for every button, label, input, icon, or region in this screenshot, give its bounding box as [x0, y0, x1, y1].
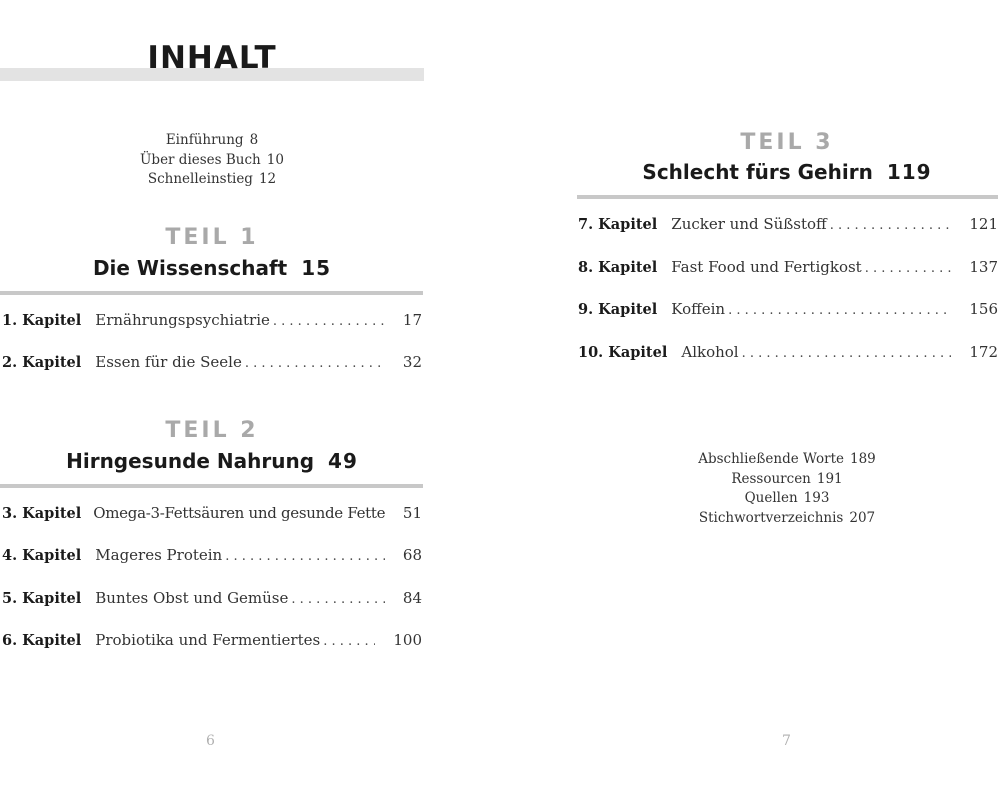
chapter-row[interactable]: [578, 258, 998, 280]
back-matter-label: Quellen: [744, 490, 798, 506]
part-page: 119: [886, 160, 932, 184]
chapter-number: 10. Kapitel: [578, 344, 668, 361]
chapter-page: 100: [393, 631, 422, 649]
chapter-page: 121: [969, 215, 998, 233]
front-matter-item[interactable]: [0, 131, 424, 151]
chapter-title: Zucker und Süßstoff: [671, 215, 827, 233]
dot-leader: [291, 592, 385, 607]
part-label: TEIL 1: [165, 225, 259, 250]
front-matter-list: [0, 131, 424, 190]
dot-leader: [865, 261, 952, 276]
chapter-row[interactable]: [2, 311, 422, 333]
back-matter-item[interactable]: [577, 489, 997, 509]
chapter-number: 2. Kapitel: [2, 354, 82, 371]
part-title[interactable]: [577, 160, 997, 184]
part-title-text: Die Wissenschaft: [92, 256, 288, 280]
part-divider: [0, 291, 423, 295]
chapter-page: 51: [402, 504, 422, 522]
back-matter-label: Abschließende Worte: [698, 451, 844, 467]
part-divider: [577, 195, 998, 199]
chapter-number: 7. Kapitel: [578, 216, 658, 233]
page-number: 7: [782, 733, 791, 749]
front-matter-page: 8: [249, 132, 259, 148]
front-matter-page: 12: [258, 171, 277, 187]
dot-leader: [728, 303, 951, 318]
part-divider: [0, 484, 423, 488]
part-title-text: Hirngesunde Nahrung: [66, 449, 315, 473]
back-matter-page: 191: [816, 470, 843, 487]
chapter-title: Omega-3-Fettsäuren und gesunde Fette: [93, 504, 386, 522]
part-page: 49: [328, 449, 358, 473]
front-matter-label: Über dieses Buch: [140, 151, 261, 168]
back-matter-item[interactable]: [577, 509, 997, 529]
back-matter-page: 189: [850, 451, 876, 467]
back-matter-item[interactable]: [577, 470, 997, 490]
dot-leader: [225, 549, 385, 564]
chapter-page: 17: [402, 311, 422, 329]
part-title[interactable]: [0, 256, 424, 280]
chapter-title: Buntes Obst und Gemüse: [95, 589, 289, 607]
chapter-title: Koffein: [671, 300, 726, 318]
chapter-number: 3. Kapitel: [2, 505, 82, 522]
chapter-number: 4. Kapitel: [2, 547, 82, 564]
chapter-page: 156: [969, 300, 998, 318]
back-matter-item[interactable]: [577, 450, 997, 470]
back-matter-label: Stichwortverzeichnis: [698, 509, 844, 526]
chapter-number: 5. Kapitel: [2, 590, 82, 607]
chapter-page: 32: [402, 353, 422, 371]
chapter-title: Fast Food und Fertigkost: [671, 258, 862, 276]
chapter-number: 1. Kapitel: [2, 312, 82, 329]
chapter-title: Probiotika und Fermentiertes: [95, 631, 321, 649]
front-matter-page: 10: [266, 151, 284, 168]
dot-leader: [830, 218, 952, 233]
dot-leader: [273, 314, 385, 329]
part-title-text: Schlecht fürs Gehirn: [642, 160, 873, 184]
front-matter-label: Schnelleinstieg: [147, 171, 253, 187]
front-matter-item[interactable]: [0, 170, 424, 190]
chapter-row[interactable]: [2, 546, 422, 568]
chapter-number: 8. Kapitel: [578, 259, 658, 276]
chapter-row[interactable]: [2, 631, 422, 653]
dot-leader: [245, 356, 385, 371]
back-matter-label: Ressourcen: [731, 470, 811, 487]
front-matter-item[interactable]: [0, 151, 424, 171]
page-title: INHALT: [147, 40, 277, 76]
chapter-page: 137: [969, 258, 998, 276]
chapter-title: Ernährungspsychiatrie: [95, 311, 270, 329]
part-page: 15: [301, 256, 332, 280]
chapter-number: 9. Kapitel: [578, 301, 658, 318]
dot-leader: [323, 634, 375, 649]
chapter-row[interactable]: [2, 353, 422, 375]
dot-leader: [742, 346, 952, 361]
chapter-page: 172: [969, 343, 998, 361]
chapter-title: Mageres Protein: [95, 546, 223, 564]
part-label: TEIL 3: [740, 130, 834, 155]
chapter-title: Alkohol: [681, 343, 739, 361]
part-label: TEIL 2: [165, 418, 259, 443]
chapter-page: 68: [402, 546, 422, 564]
chapter-page: 84: [402, 589, 422, 607]
front-matter-label: Einführung: [165, 132, 244, 148]
chapter-row[interactable]: [2, 589, 422, 611]
back-matter-page: 207: [849, 509, 876, 526]
chapter-number: 6. Kapitel: [2, 632, 82, 649]
back-matter-list: [577, 450, 997, 528]
chapter-row[interactable]: [578, 215, 998, 237]
part-title[interactable]: [0, 449, 424, 473]
chapter-title: Essen für die Seele: [95, 353, 242, 371]
chapter-row[interactable]: [578, 300, 998, 322]
chapter-row[interactable]: [578, 343, 998, 365]
page-number: 6: [206, 733, 215, 749]
back-matter-page: 193: [803, 490, 830, 506]
chapter-row[interactable]: [2, 504, 422, 526]
